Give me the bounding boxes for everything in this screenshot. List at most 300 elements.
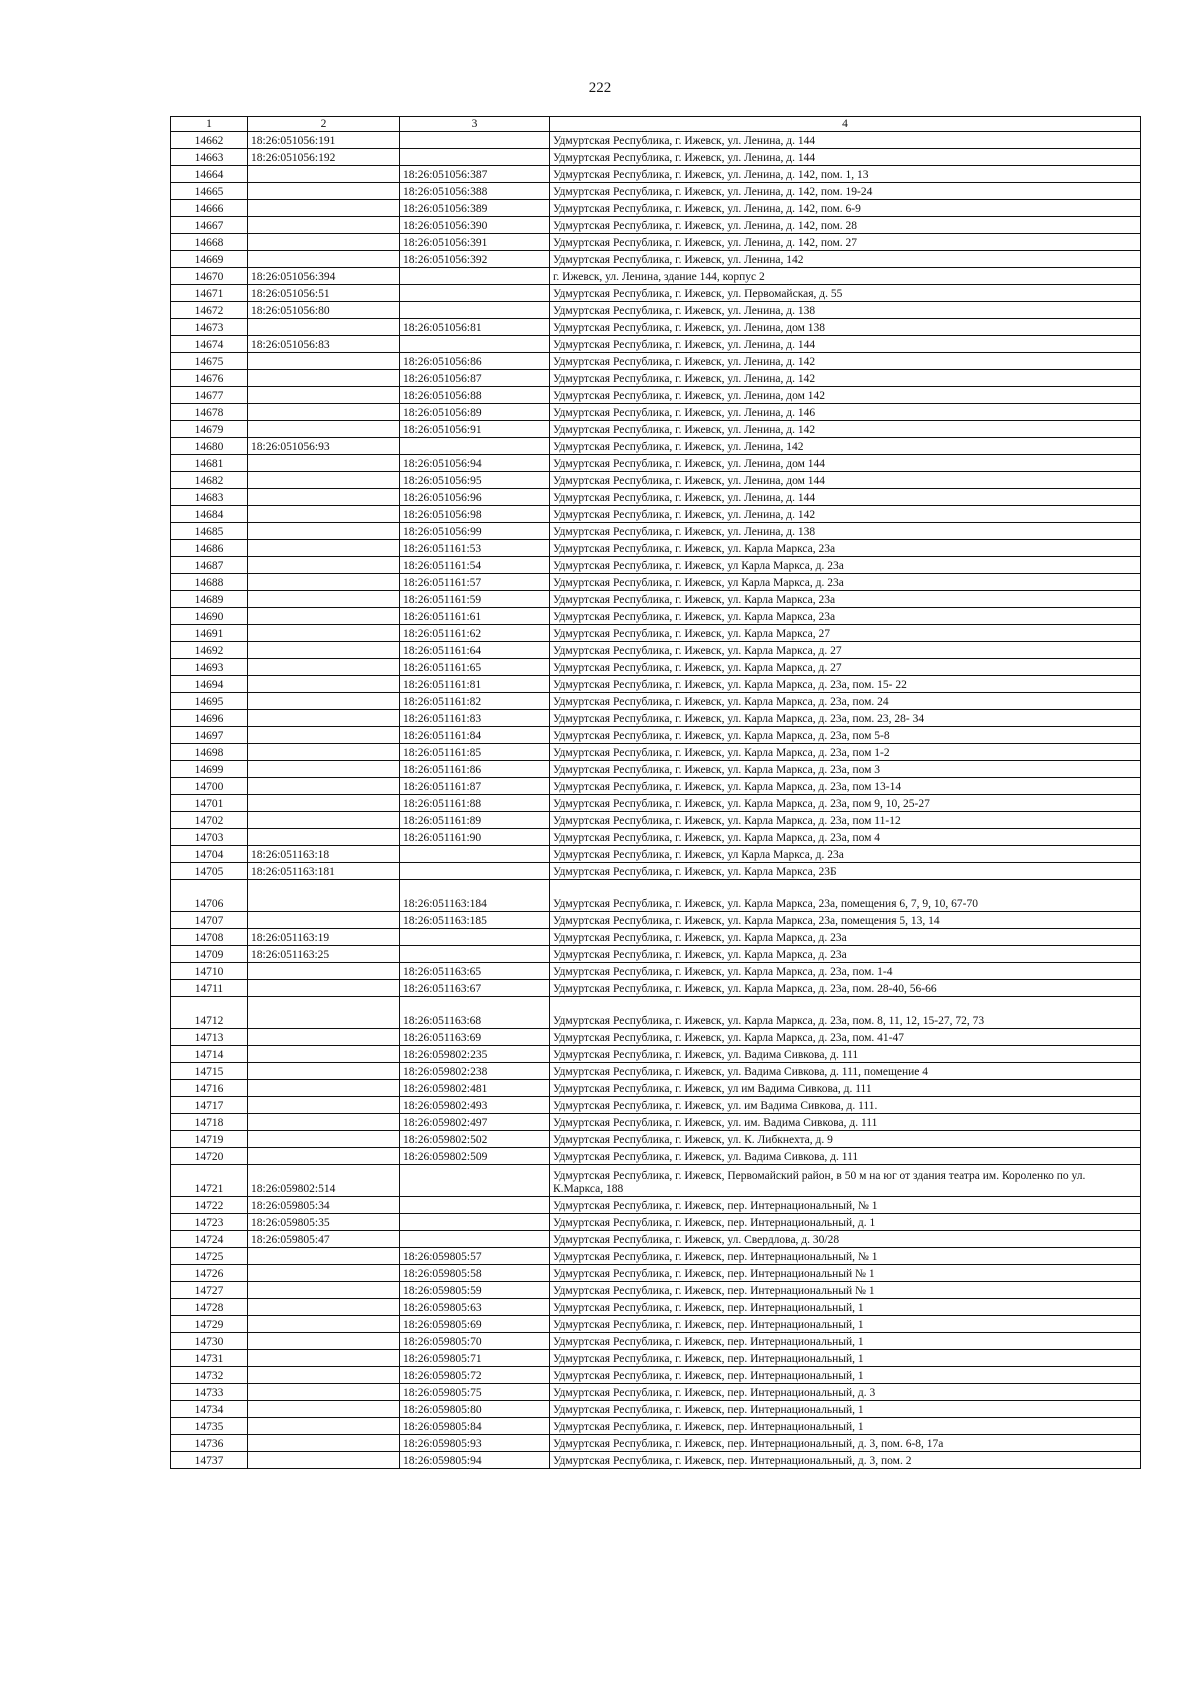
cadastral-number-alt-cell: 18:26:059802:235 — [400, 1046, 550, 1063]
cadastral-number-alt-cell: 18:26:059805:58 — [400, 1265, 550, 1282]
cadastral-number-cell: 18:26:051163:19 — [248, 929, 400, 946]
address-cell: Удмуртская Республика, г. Ижевск, пер. Интернациональный, № 1 — [550, 1248, 1141, 1265]
address-cell: Удмуртская Республика, г. Ижевск, ул. Ленина, 142 — [550, 251, 1141, 268]
row-number-cell: 14714 — [171, 1046, 248, 1063]
row-number-cell: 14670 — [171, 268, 248, 285]
row-number-cell: 14686 — [171, 540, 248, 557]
address-cell: Удмуртская Республика, г. Ижевск, ул. К. Либкнехта, д. 9 — [550, 1131, 1141, 1148]
cadastral-number-alt-cell: 18:26:051163:68 — [400, 997, 550, 1029]
cadastral-number-alt-cell: 18:26:051163:65 — [400, 963, 550, 980]
row-number-cell: 14676 — [171, 370, 248, 387]
cadastral-number-cell — [248, 353, 400, 370]
address-cell: Удмуртская Республика, г. Ижевск, пер. Интернациональный, 1 — [550, 1367, 1141, 1384]
table-row — [171, 1282, 1141, 1299]
row-number-cell: 14680 — [171, 438, 248, 455]
cadastral-number-cell — [248, 980, 400, 997]
row-number-cell: 14734 — [171, 1401, 248, 1418]
cadastral-number-cell — [248, 1384, 400, 1401]
cadastral-number-alt-cell — [400, 149, 550, 166]
address-cell: Удмуртская Республика, г. Ижевск, ул. Ленина, д. 142, пом. 19-24 — [550, 183, 1141, 200]
row-number-cell: 14725 — [171, 1248, 248, 1265]
cadastral-number-cell: 18:26:059805:47 — [248, 1231, 400, 1248]
cadastral-number-cell — [248, 1131, 400, 1148]
address-cell: Удмуртская Республика, г. Ижевск, пер. Интернациональный, № 1 — [550, 1197, 1141, 1214]
address-cell: Удмуртская Республика, г. Ижевск, пер. Интернациональный, д. 3, пом. 2 — [550, 1452, 1141, 1469]
row-number-cell: 14677 — [171, 387, 248, 404]
row-number-cell: 14675 — [171, 353, 248, 370]
address-cell: Удмуртская Республика, г. Ижевск, ул. Карла Маркса, д. 23а, пом 11-12 — [550, 812, 1141, 829]
address-cell: Удмуртская Республика, г. Ижевск, ул. Карла Маркса, д. 23а, пом. 24 — [550, 693, 1141, 710]
cadastral-number-alt-cell — [400, 285, 550, 302]
address-cell: Удмуртская Республика, г. Ижевск, пер. Интернациональный, 1 — [550, 1333, 1141, 1350]
cadastral-number-cell: 18:26:059805:35 — [248, 1214, 400, 1231]
row-number-cell: 14727 — [171, 1282, 248, 1299]
address-cell: Удмуртская Республика, г. Ижевск, ул. Карла Маркса, 23а — [550, 608, 1141, 625]
cadastral-number-cell — [248, 761, 400, 778]
row-number-cell: 14718 — [171, 1114, 248, 1131]
cadastral-number-cell — [248, 557, 400, 574]
row-number-cell: 14720 — [171, 1148, 248, 1165]
cadastral-number-alt-cell: 18:26:051161:65 — [400, 659, 550, 676]
table-row — [171, 727, 1141, 744]
row-number-cell: 14668 — [171, 234, 248, 251]
table-row — [171, 912, 1141, 929]
cadastral-number-cell — [248, 404, 400, 421]
row-number-cell: 14683 — [171, 489, 248, 506]
table-row — [171, 200, 1141, 217]
table-body — [171, 132, 1141, 1469]
row-number-cell: 14673 — [171, 319, 248, 336]
table-row — [171, 659, 1141, 676]
row-number-cell: 14666 — [171, 200, 248, 217]
address-cell: Удмуртская Республика, г. Ижевск, пер. Интернациональный, 1 — [550, 1401, 1141, 1418]
row-number-cell: 14665 — [171, 183, 248, 200]
row-number-cell: 14695 — [171, 693, 248, 710]
row-number-cell: 14679 — [171, 421, 248, 438]
cadastral-number-cell — [248, 1316, 400, 1333]
table-row — [171, 591, 1141, 608]
table-row — [171, 540, 1141, 557]
cadastral-number-cell — [248, 997, 400, 1029]
address-cell: Удмуртская Республика, г. Ижевск, ул. Ленина, д. 142, пом. 27 — [550, 234, 1141, 251]
cadastral-number-alt-cell: 18:26:051056:390 — [400, 217, 550, 234]
cadastral-number-cell — [248, 574, 400, 591]
cadastral-number-alt-cell: 18:26:051161:61 — [400, 608, 550, 625]
cadastral-number-cell: 18:26:051056:80 — [248, 302, 400, 319]
row-number-cell: 14694 — [171, 676, 248, 693]
cadastral-number-alt-cell — [400, 1214, 550, 1231]
row-number-cell: 14733 — [171, 1384, 248, 1401]
cadastral-number-alt-cell: 18:26:051161:57 — [400, 574, 550, 591]
cadastral-number-alt-cell: 18:26:059802:493 — [400, 1097, 550, 1114]
cadastral-number-alt-cell: 18:26:051161:90 — [400, 829, 550, 846]
cadastral-number-cell: 18:26:051163:25 — [248, 946, 400, 963]
address-cell: Удмуртская Республика, г. Ижевск, пер. Интернациональный, д. 3, пом. 6-8, 17а — [550, 1435, 1141, 1452]
address-cell: Удмуртская Республика, г. Ижевск, ул. Ленина, д. 142 — [550, 353, 1141, 370]
address-cell: Удмуртская Республика, г. Ижевск, ул. Карла Маркса, д. 23а, пом 3 — [550, 761, 1141, 778]
cadastral-number-alt-cell: 18:26:059805:84 — [400, 1418, 550, 1435]
cadastral-number-alt-cell: 18:26:051161:81 — [400, 676, 550, 693]
row-number-cell: 14671 — [171, 285, 248, 302]
cadastral-number-cell — [248, 1299, 400, 1316]
table-row — [171, 1114, 1141, 1131]
cadastral-number-cell — [248, 829, 400, 846]
row-number-cell: 14731 — [171, 1350, 248, 1367]
cadastral-number-alt-cell — [400, 438, 550, 455]
table-row — [171, 929, 1141, 946]
cadastral-number-cell — [248, 523, 400, 540]
cadastral-number-cell: 18:26:051056:191 — [248, 132, 400, 149]
cadastral-number-alt-cell: 18:26:059805:71 — [400, 1350, 550, 1367]
address-cell: Удмуртская Республика, г. Ижевск, ул им Вадима Сивкова, д. 111 — [550, 1080, 1141, 1097]
cadastral-number-cell — [248, 727, 400, 744]
row-number-cell: 14667 — [171, 217, 248, 234]
cadastral-number-alt-cell: 18:26:051056:391 — [400, 234, 550, 251]
row-number-cell: 14701 — [171, 795, 248, 812]
cadastral-number-cell: 18:26:059802:514 — [248, 1165, 400, 1197]
table-row — [171, 642, 1141, 659]
cadastral-number-cell: 18:26:051056:394 — [248, 268, 400, 285]
table-row — [171, 880, 1141, 912]
cadastral-number-cell — [248, 1333, 400, 1350]
cadastral-number-cell — [248, 1148, 400, 1165]
cadastral-number-cell — [248, 812, 400, 829]
cadastral-number-alt-cell: 18:26:051056:95 — [400, 472, 550, 489]
page-number: 222 — [588, 80, 612, 96]
cadastral-number-alt-cell: 18:26:051161:59 — [400, 591, 550, 608]
cadastral-number-cell — [248, 625, 400, 642]
table-row — [171, 489, 1141, 506]
table-row — [171, 1316, 1141, 1333]
cadastral-number-alt-cell: 18:26:051056:87 — [400, 370, 550, 387]
row-number-cell: 14728 — [171, 1299, 248, 1316]
cadastral-number-alt-cell: 18:26:051163:67 — [400, 980, 550, 997]
address-cell: Удмуртская Республика, г. Ижевск, ул. Ленина, дом 144 — [550, 455, 1141, 472]
cadastral-number-cell — [248, 1046, 400, 1063]
row-number-cell: 14721 — [171, 1165, 248, 1197]
address-cell: Удмуртская Республика, г. Ижевск, ул. Ленина, д. 142 — [550, 370, 1141, 387]
cadastral-number-alt-cell: 18:26:051161:53 — [400, 540, 550, 557]
table-row — [171, 1148, 1141, 1165]
row-number-cell: 14707 — [171, 912, 248, 929]
table-row — [171, 421, 1141, 438]
table-row — [171, 404, 1141, 421]
table-row — [171, 1231, 1141, 1248]
cadastral-number-alt-cell: 18:26:051056:86 — [400, 353, 550, 370]
address-cell: Удмуртская Республика, г. Ижевск, ул. им. Вадима Сивкова, д. 111 — [550, 1114, 1141, 1131]
cadastral-number-cell — [248, 1418, 400, 1435]
cadastral-number-alt-cell — [400, 1197, 550, 1214]
table-row — [171, 997, 1141, 1029]
cadastral-number-cell — [248, 591, 400, 608]
table-row — [171, 1418, 1141, 1435]
table-row — [171, 557, 1141, 574]
cadastral-number-alt-cell — [400, 336, 550, 353]
address-cell: Удмуртская Республика, г. Ижевск, ул. Карла Маркса, 23Б — [550, 863, 1141, 880]
table-row — [171, 693, 1141, 710]
table-row — [171, 1097, 1141, 1114]
column-header-1: 1 — [171, 117, 248, 132]
cadastral-number-cell — [248, 1282, 400, 1299]
cadastral-number-cell — [248, 744, 400, 761]
cadastral-number-alt-cell — [400, 268, 550, 285]
table-row — [171, 1435, 1141, 1452]
table-row — [171, 761, 1141, 778]
address-cell: Удмуртская Республика, г. Ижевск, пер. Интернациональный, д. 3 — [550, 1384, 1141, 1401]
cadastral-number-alt-cell: 18:26:051161:62 — [400, 625, 550, 642]
row-number-cell: 14708 — [171, 929, 248, 946]
address-cell: Удмуртская Республика, г. Ижевск, ул. Ленина, д. 142, пом. 1, 13 — [550, 166, 1141, 183]
cadastral-number-cell — [248, 912, 400, 929]
row-number-cell: 14698 — [171, 744, 248, 761]
column-header-2: 2 — [248, 117, 400, 132]
address-cell: Удмуртская Республика, г. Ижевск, пер. Интернациональный № 1 — [550, 1282, 1141, 1299]
table-row — [171, 963, 1141, 980]
column-header-4: 4 — [550, 117, 1141, 132]
table-row — [171, 1299, 1141, 1316]
address-cell: Удмуртская Республика, г. Ижевск, ул. Ленина, дом 138 — [550, 319, 1141, 336]
cadastral-number-alt-cell: 18:26:051163:184 — [400, 880, 550, 912]
row-number-cell: 14691 — [171, 625, 248, 642]
table-row — [171, 1452, 1141, 1469]
address-cell: Удмуртская Республика, г. Ижевск, Первомайский район, в 50 м на юг от здания театра им. Короленко по ул. К.Маркса, 188 — [550, 1165, 1141, 1197]
row-number-cell: 14722 — [171, 1197, 248, 1214]
row-number-cell: 14662 — [171, 132, 248, 149]
cadastral-number-cell: 18:26:051056:51 — [248, 285, 400, 302]
address-cell: Удмуртская Республика, г. Ижевск, ул. Карла Маркса, д. 23а — [550, 946, 1141, 963]
table-row — [171, 353, 1141, 370]
cadastral-number-alt-cell: 18:26:051056:91 — [400, 421, 550, 438]
address-cell: Удмуртская Республика, г. Ижевск, ул. Свердлова, д. 30/28 — [550, 1231, 1141, 1248]
row-number-cell: 14690 — [171, 608, 248, 625]
cadastral-number-alt-cell: 18:26:051161:64 — [400, 642, 550, 659]
cadastral-number-alt-cell: 18:26:051056:98 — [400, 506, 550, 523]
cadastral-number-alt-cell: 18:26:059802:497 — [400, 1114, 550, 1131]
table-row — [171, 1197, 1141, 1214]
cadastral-number-alt-cell: 18:26:051056:392 — [400, 251, 550, 268]
cadastral-number-alt-cell: 18:26:051056:99 — [400, 523, 550, 540]
table-row — [171, 438, 1141, 455]
address-cell: Удмуртская Республика, г. Ижевск, ул. Карла Маркса, д. 27 — [550, 642, 1141, 659]
cadastral-number-alt-cell: 18:26:051161:54 — [400, 557, 550, 574]
row-number-cell: 14681 — [171, 455, 248, 472]
cadastral-number-alt-cell: 18:26:059802:481 — [400, 1080, 550, 1097]
table-row — [171, 625, 1141, 642]
registry-table — [170, 116, 1141, 1469]
table-row — [171, 506, 1141, 523]
row-number-cell: 14732 — [171, 1367, 248, 1384]
table-row — [171, 370, 1141, 387]
address-cell: Удмуртская Республика, г. Ижевск, ул. Ленина, д. 142 — [550, 421, 1141, 438]
table-row — [171, 1367, 1141, 1384]
row-number-cell: 14706 — [171, 880, 248, 912]
cadastral-number-alt-cell — [400, 1165, 550, 1197]
address-cell: Удмуртская Республика, г. Ижевск, ул. Карла Маркса, д. 23а, пом 9, 10, 25-27 — [550, 795, 1141, 812]
address-cell: Удмуртская Республика, г. Ижевск, ул. Ленина, дом 144 — [550, 472, 1141, 489]
table-row — [171, 1401, 1141, 1418]
cadastral-number-cell — [248, 489, 400, 506]
address-cell: Удмуртская Республика, г. Ижевск, ул Карла Маркса, д. 23а — [550, 557, 1141, 574]
cadastral-number-cell — [248, 370, 400, 387]
address-cell: Удмуртская Республика, г. Ижевск, ул. Карла Маркса, д. 23а — [550, 929, 1141, 946]
row-number-cell: 14663 — [171, 149, 248, 166]
table-row — [171, 1063, 1141, 1080]
cadastral-number-cell — [248, 778, 400, 795]
row-number-cell: 14674 — [171, 336, 248, 353]
row-number-cell: 14735 — [171, 1418, 248, 1435]
column-header-3: 3 — [400, 117, 550, 132]
address-cell: г. Ижевск, ул. Ленина, здание 144, корпус 2 — [550, 268, 1141, 285]
address-cell: Удмуртская Республика, г. Ижевск, ул. Карла Маркса, 23а, помещения 6, 7, 9, 10, 67-70 — [550, 880, 1141, 912]
cadastral-number-cell — [248, 1080, 400, 1097]
row-number-cell: 14713 — [171, 1029, 248, 1046]
address-cell: Удмуртская Республика, г. Ижевск, ул. Вадима Сивкова, д. 111 — [550, 1148, 1141, 1165]
address-cell: Удмуртская Республика, г. Ижевск, ул. Карла Маркса, д. 23а, пом 13-14 — [550, 778, 1141, 795]
row-number-cell: 14709 — [171, 946, 248, 963]
cadastral-number-cell: 18:26:051056:83 — [248, 336, 400, 353]
table-row — [171, 336, 1141, 353]
address-cell: Удмуртская Республика, г. Ижевск, ул. Карла Маркса, д. 23а, пом. 41-47 — [550, 1029, 1141, 1046]
cadastral-number-alt-cell: 18:26:059805:72 — [400, 1367, 550, 1384]
row-number-cell: 14730 — [171, 1333, 248, 1350]
cadastral-number-cell: 18:26:051163:18 — [248, 846, 400, 863]
address-cell: Удмуртская Республика, г. Ижевск, ул. Карла Маркса, д. 23а, пом. 15- 22 — [550, 676, 1141, 693]
cadastral-number-alt-cell: 18:26:059805:94 — [400, 1452, 550, 1469]
row-number-cell: 14685 — [171, 523, 248, 540]
cadastral-number-cell — [248, 387, 400, 404]
row-number-cell: 14710 — [171, 963, 248, 980]
row-number-cell: 14688 — [171, 574, 248, 591]
cadastral-number-cell — [248, 1114, 400, 1131]
address-cell: Удмуртская Республика, г. Ижевск, ул. Карла Маркса, 23а, помещения 5, 13, 14 — [550, 912, 1141, 929]
cadastral-number-alt-cell: 18:26:059802:502 — [400, 1131, 550, 1148]
table-row — [171, 183, 1141, 200]
cadastral-number-alt-cell: 18:26:051161:87 — [400, 778, 550, 795]
row-number-cell: 14723 — [171, 1214, 248, 1231]
cadastral-number-alt-cell: 18:26:051163:69 — [400, 1029, 550, 1046]
row-number-cell: 14711 — [171, 980, 248, 997]
cadastral-number-alt-cell: 18:26:051161:83 — [400, 710, 550, 727]
address-cell: Удмуртская Республика, г. Ижевск, пер. Интернациональный, 1 — [550, 1299, 1141, 1316]
row-number-cell: 14682 — [171, 472, 248, 489]
address-cell: Удмуртская Республика, г. Ижевск, ул. Первомайская, д. 55 — [550, 285, 1141, 302]
cadastral-number-alt-cell: 18:26:051056:389 — [400, 200, 550, 217]
cadastral-number-cell — [248, 1350, 400, 1367]
row-number-cell: 14705 — [171, 863, 248, 880]
cadastral-number-cell — [248, 710, 400, 727]
cadastral-number-cell — [248, 642, 400, 659]
address-cell: Удмуртская Республика, г. Ижевск, ул. Ленина, д. 146 — [550, 404, 1141, 421]
cadastral-number-alt-cell — [400, 946, 550, 963]
row-number-cell: 14696 — [171, 710, 248, 727]
table-row — [171, 251, 1141, 268]
address-cell: Удмуртская Республика, г. Ижевск, ул. Карла Маркса, д. 23а, пом 1-2 — [550, 744, 1141, 761]
cadastral-number-cell — [248, 795, 400, 812]
cadastral-number-alt-cell: 18:26:051056:89 — [400, 404, 550, 421]
cadastral-number-alt-cell: 18:26:059805:63 — [400, 1299, 550, 1316]
cadastral-number-cell — [248, 1248, 400, 1265]
table-row — [171, 217, 1141, 234]
table-row — [171, 1248, 1141, 1265]
address-cell: Удмуртская Республика, г. Ижевск, ул. Карла Маркса, д. 23а, пом 4 — [550, 829, 1141, 846]
cadastral-number-alt-cell: 18:26:059805:70 — [400, 1333, 550, 1350]
table-row — [171, 1131, 1141, 1148]
cadastral-number-cell — [248, 608, 400, 625]
row-number-cell: 14715 — [171, 1063, 248, 1080]
cadastral-number-alt-cell: 18:26:059805:80 — [400, 1401, 550, 1418]
table-row — [171, 863, 1141, 880]
address-cell: Удмуртская Республика, г. Ижевск, ул Карла Маркса, д. 23а — [550, 574, 1141, 591]
cadastral-number-alt-cell — [400, 1231, 550, 1248]
cadastral-number-cell — [248, 963, 400, 980]
table-row — [171, 1165, 1141, 1197]
cadastral-number-cell — [248, 1265, 400, 1282]
table-row — [171, 319, 1141, 336]
address-cell: Удмуртская Республика, г. Ижевск, ул. Вадима Сивкова, д. 111 — [550, 1046, 1141, 1063]
row-number-cell: 14704 — [171, 846, 248, 863]
table-row — [171, 946, 1141, 963]
cadastral-number-alt-cell: 18:26:051163:185 — [400, 912, 550, 929]
address-cell: Удмуртская Республика, г. Ижевск, ул. Ленина, д. 142, пом. 6-9 — [550, 200, 1141, 217]
cadastral-number-cell — [248, 1435, 400, 1452]
row-number-cell: 14699 — [171, 761, 248, 778]
cadastral-number-alt-cell — [400, 302, 550, 319]
row-number-cell: 14687 — [171, 557, 248, 574]
row-number-cell: 14684 — [171, 506, 248, 523]
cadastral-number-alt-cell: 18:26:051161:89 — [400, 812, 550, 829]
table-row — [171, 149, 1141, 166]
table-row — [171, 710, 1141, 727]
table-row — [171, 1046, 1141, 1063]
address-cell: Удмуртская Республика, г. Ижевск, ул. Ленина, дом 142 — [550, 387, 1141, 404]
row-number-cell: 14664 — [171, 166, 248, 183]
row-number-cell: 14703 — [171, 829, 248, 846]
table-row — [171, 302, 1141, 319]
row-number-cell: 14672 — [171, 302, 248, 319]
address-cell: Удмуртская Республика, г. Ижевск, ул. Карла Маркса, д. 23а, пом 5-8 — [550, 727, 1141, 744]
cadastral-number-cell: 18:26:051056:192 — [248, 149, 400, 166]
table-row — [171, 472, 1141, 489]
row-number-cell: 14724 — [171, 1231, 248, 1248]
cadastral-number-cell — [248, 217, 400, 234]
cadastral-number-alt-cell: 18:26:059802:509 — [400, 1148, 550, 1165]
address-cell: Удмуртская Республика, г. Ижевск, ул Карла Маркса, д. 23а — [550, 846, 1141, 863]
cadastral-number-cell — [248, 234, 400, 251]
row-number-cell: 14717 — [171, 1097, 248, 1114]
row-number-cell: 14719 — [171, 1131, 248, 1148]
address-cell: Удмуртская Республика, г. Ижевск, ул. Карла Маркса, 27 — [550, 625, 1141, 642]
cadastral-number-cell — [248, 1029, 400, 1046]
row-number-cell: 14726 — [171, 1265, 248, 1282]
cadastral-number-cell — [248, 251, 400, 268]
cadastral-number-alt-cell — [400, 132, 550, 149]
row-number-cell: 14669 — [171, 251, 248, 268]
address-cell: Удмуртская Республика, г. Ижевск, ул. Ленина, д. 138 — [550, 302, 1141, 319]
table-row — [171, 1265, 1141, 1282]
table-row — [171, 268, 1141, 285]
cadastral-number-cell — [248, 1367, 400, 1384]
address-cell: Удмуртская Республика, г. Ижевск, пер. Интернациональный, 1 — [550, 1418, 1141, 1435]
address-cell: Удмуртская Республика, г. Ижевск, ул. Вадима Сивкова, д. 111, помещение 4 — [550, 1063, 1141, 1080]
cadastral-number-alt-cell: 18:26:051056:81 — [400, 319, 550, 336]
table-row — [171, 676, 1141, 693]
cadastral-number-cell — [248, 1063, 400, 1080]
row-number-cell: 14729 — [171, 1316, 248, 1333]
cadastral-number-alt-cell: 18:26:059805:93 — [400, 1435, 550, 1452]
row-number-cell: 14693 — [171, 659, 248, 676]
cadastral-number-alt-cell — [400, 863, 550, 880]
table-row — [171, 574, 1141, 591]
